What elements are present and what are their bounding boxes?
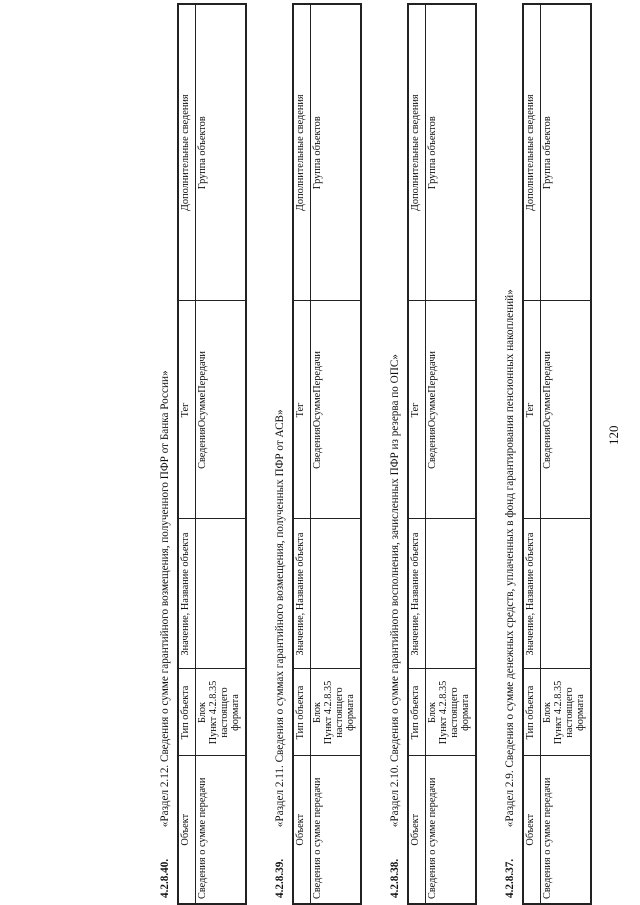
object-table: [292, 3, 362, 905]
cell-type-line: настоящего формата: [449, 687, 471, 738]
cell-info: Группа объектов: [311, 4, 362, 301]
section-number: 4.2.8.39.: [274, 858, 286, 898]
section-4-2-8-38: [389, 0, 499, 905]
cell-type-line: настоящего формата: [564, 687, 586, 738]
cell-type-line: Пункт 4.2.8.35: [323, 680, 334, 745]
cell-type-line: Пункт 4.2.8.35: [553, 680, 564, 745]
section-title: «Раздел 2.12. Сведения о сумме гарантийного возмещения, полученного ПФР от Банка России»: [159, 370, 171, 828]
cell-object: Сведения о сумме передачи: [541, 756, 592, 904]
header-type: Тип объекта: [408, 669, 426, 756]
header-value: Значение, Название объекта: [408, 519, 426, 669]
table-row: [426, 4, 477, 904]
header-type: Тип объекта: [293, 669, 311, 756]
table-header-row: [408, 4, 426, 904]
cell-value: [426, 519, 477, 669]
section-number: 4.2.8.37.: [504, 858, 516, 898]
table-row: [541, 4, 592, 904]
section-heading: [504, 289, 516, 898]
cell-type: [541, 669, 592, 756]
cell-info: Группа объектов: [426, 4, 477, 301]
header-tag: Тег: [178, 301, 196, 519]
object-table: [177, 3, 247, 905]
header-info: Дополнительные сведения: [178, 4, 196, 301]
header-type: Тип объекта: [178, 669, 196, 756]
cell-type-line: Блок: [542, 701, 553, 724]
table-header-row: [178, 4, 196, 904]
header-info: Дополнительные сведения: [408, 4, 426, 301]
header-tag: Тег: [293, 301, 311, 519]
table-row: [311, 4, 362, 904]
header-object: Объект: [293, 756, 311, 904]
header-value: Значение, Название объекта: [178, 519, 196, 669]
cell-type-line: Блок: [312, 701, 323, 724]
cell-tag: СведенияОсуммеПередачи: [426, 301, 477, 519]
header-object: Объект: [178, 756, 196, 904]
section-4-2-8-37: [504, 0, 614, 905]
cell-tag: СведенияОсуммеПередачи: [196, 301, 247, 519]
cell-tag: СведенияОсуммеПередачи: [541, 301, 592, 519]
cell-info: Группа объектов: [196, 4, 247, 301]
cell-type: [426, 669, 477, 756]
cell-type: [196, 669, 247, 756]
header-info: Дополнительные сведения: [523, 4, 541, 301]
header-info: Дополнительные сведения: [293, 4, 311, 301]
header-tag: Тег: [408, 301, 426, 519]
section-title: «Раздел 2.10. Сведения о сумме гарантийного восполнения, зачисленных ПФР из резерва по ОПС»: [389, 354, 401, 828]
section-heading: [389, 354, 401, 898]
cell-info: Группа объектов: [541, 4, 592, 301]
cell-type-line: Пункт 4.2.8.35: [438, 680, 449, 745]
table-row: [196, 4, 247, 904]
section-number: 4.2.8.40.: [159, 858, 171, 898]
table-header-row: [293, 4, 311, 904]
header-value: Значение, Название объекта: [523, 519, 541, 669]
section-4-2-8-39: [274, 0, 384, 905]
table-header-row: [523, 4, 541, 904]
section-title: «Раздел 2.9. Сведения о сумме денежных средств, уплаченных в фонд гарантирования пенсионных накоплений»: [504, 289, 516, 828]
cell-type-line: Пункт 4.2.8.35: [208, 680, 219, 745]
header-object: Объект: [408, 756, 426, 904]
cell-value: [196, 519, 247, 669]
cell-type-line: настоящего формата: [219, 687, 241, 738]
section-title: «Раздел 2.11. Сведения о суммах гарантийного возмещения, полученных ПФР от АСВ»: [274, 409, 286, 828]
cell-type-line: Блок: [197, 701, 208, 724]
section-heading: [274, 409, 286, 898]
section-number: 4.2.8.38.: [389, 858, 401, 898]
header-tag: Тег: [523, 301, 541, 519]
section-heading: [159, 370, 171, 898]
cell-object: Сведения о сумме передачи: [311, 756, 362, 904]
section-4-2-8-40: [159, 0, 269, 905]
header-value: Значение, Название объекта: [293, 519, 311, 669]
cell-value: [311, 519, 362, 669]
object-table: [407, 3, 477, 905]
object-table: [522, 3, 592, 905]
header-type: Тип объекта: [523, 669, 541, 756]
cell-tag: СведенияОсуммеПередачи: [311, 301, 362, 519]
header-object: Объект: [523, 756, 541, 904]
cell-type-line: Блок: [427, 701, 438, 724]
cell-object: Сведения о сумме передачи: [426, 756, 477, 904]
cell-object: Сведения о сумме передачи: [196, 756, 247, 904]
page-number: 120: [606, 425, 621, 445]
cell-type: [311, 669, 362, 756]
cell-type-line: настоящего формата: [334, 687, 356, 738]
cell-value: [541, 519, 592, 669]
